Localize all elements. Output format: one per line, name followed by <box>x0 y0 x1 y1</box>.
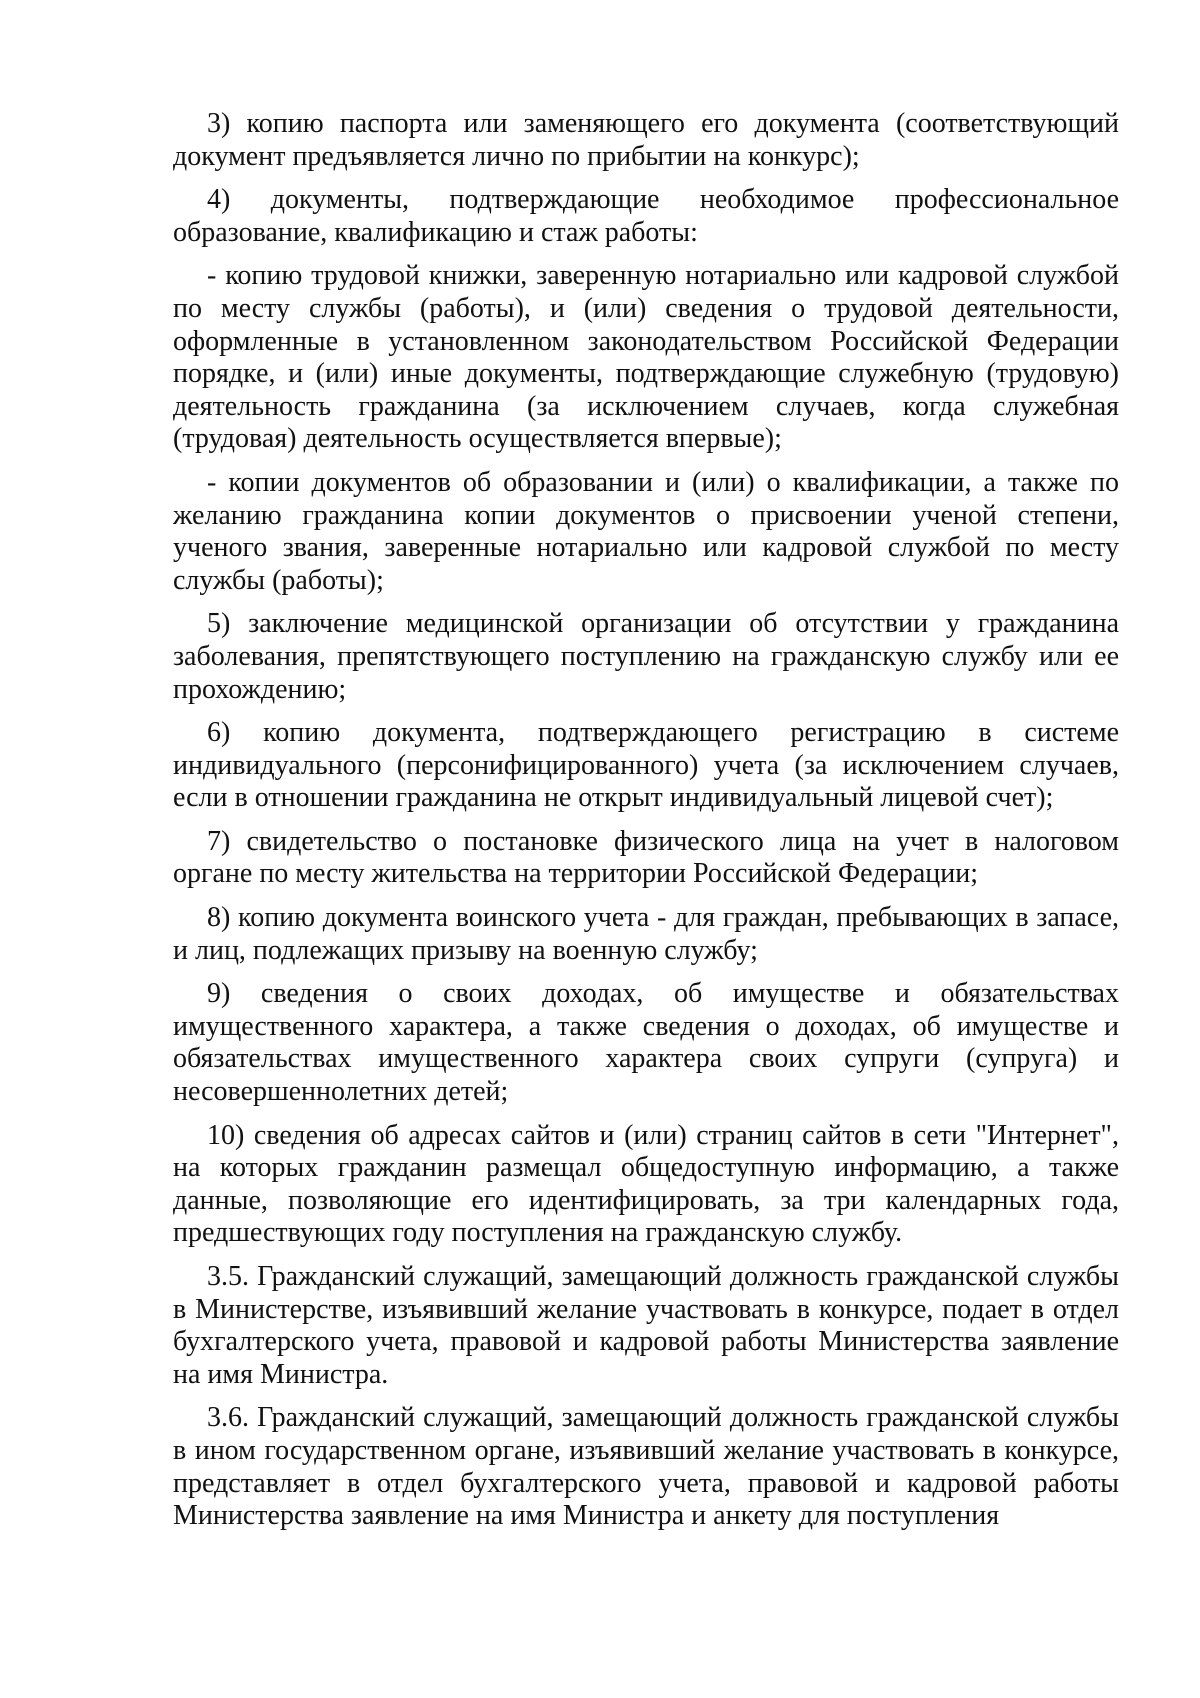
paragraph-section-3-5: 3.5. Гражданский служащий, замещающий должность гражданской службы в Министерстве, изъявивший желание участвовать в конкурсе, подает в отдел бухгалтерского учета, правовой и кадровой работы Министерства заявление на имя Министра. <box>173 1261 1119 1390</box>
paragraph-item-4-education-documents: 4) документы, подтверждающие необходимое профессиональное образование, квалификацию и стаж работы: <box>173 184 1119 248</box>
paragraph-section-3-6: 3.6. Гражданский служащий, замещающий должность гражданской службы в ином государственном органе, изъявивший желание участвовать в конкурсе, представляет в отдел бухгалтерского учета, правовой и кадровой работы Министерства заявление на имя Министра и анкету для поступления <box>173 1402 1119 1532</box>
paragraph-item-7-tax: 7) свидетельство о постановке физического лица на учет в налоговом органе по месту жительства на территории Российской Федерации; <box>173 825 1119 890</box>
paragraph-education-copies: - копии документов об образовании и (или) о квалификации, а также по желанию гражданина копии документов о присвоении ученой степени, ученого звания, заверенные нотариально или кадровой службой по месту службы (работы); <box>173 466 1119 596</box>
document-body <box>173 108 1119 1544</box>
paragraph-item-10-internet: 10) сведения об адресах сайтов и (или) страниц сайтов в сети "Интернет", на которых гражданин размещал общедоступную информацию, а также данные, позволяющие его идентифицировать, за три календарных года, предшествующих году поступления на гражданскую службу. <box>173 1119 1119 1249</box>
paragraph-employment-record: - копию трудовой книжки, заверенную нотариально или кадровой службой по месту службы (работы), и (или) сведения о трудовой деятельности, оформленные в установленном законодательством Российской Федерации порядке, и (или) иные документы, подтверждающие служебную (трудовую) деятельность гражданина (за исключением случаев, когда служебная (трудовая) деятельность осуществляется впервые); <box>173 260 1119 455</box>
paragraph-item-5-medical: 5) заключение медицинской организации об отсутствии у гражданина заболевания, препятствующего поступлению на гражданскую службу или ее прохождению; <box>173 608 1119 705</box>
paragraph-item-6-registration: 6) копию документа, подтверждающего регистрацию в системе индивидуального (персонифицированного) учета (за исключением случаев, если в отношении гражданина не открыт индивидуальный лицевой счет); <box>173 717 1119 814</box>
paragraph-item-9-income: 9) сведения о своих доходах, об имуществе и обязательствах имущественного характера, а также сведения о доходах, об имуществе и обязательствах имущественного характера своих супруги (супруга) и несовершеннолетних детей; <box>173 978 1119 1108</box>
paragraph-item-3-passport: 3) копию паспорта или заменяющего его документа (соответствующий документ предъявляется лично по прибытии на конкурс); <box>173 108 1119 172</box>
paragraph-item-8-military: 8) копию документа воинского учета - для граждан, пребывающих в запасе, и лиц, подлежащих призыву на военную службу; <box>173 902 1119 966</box>
